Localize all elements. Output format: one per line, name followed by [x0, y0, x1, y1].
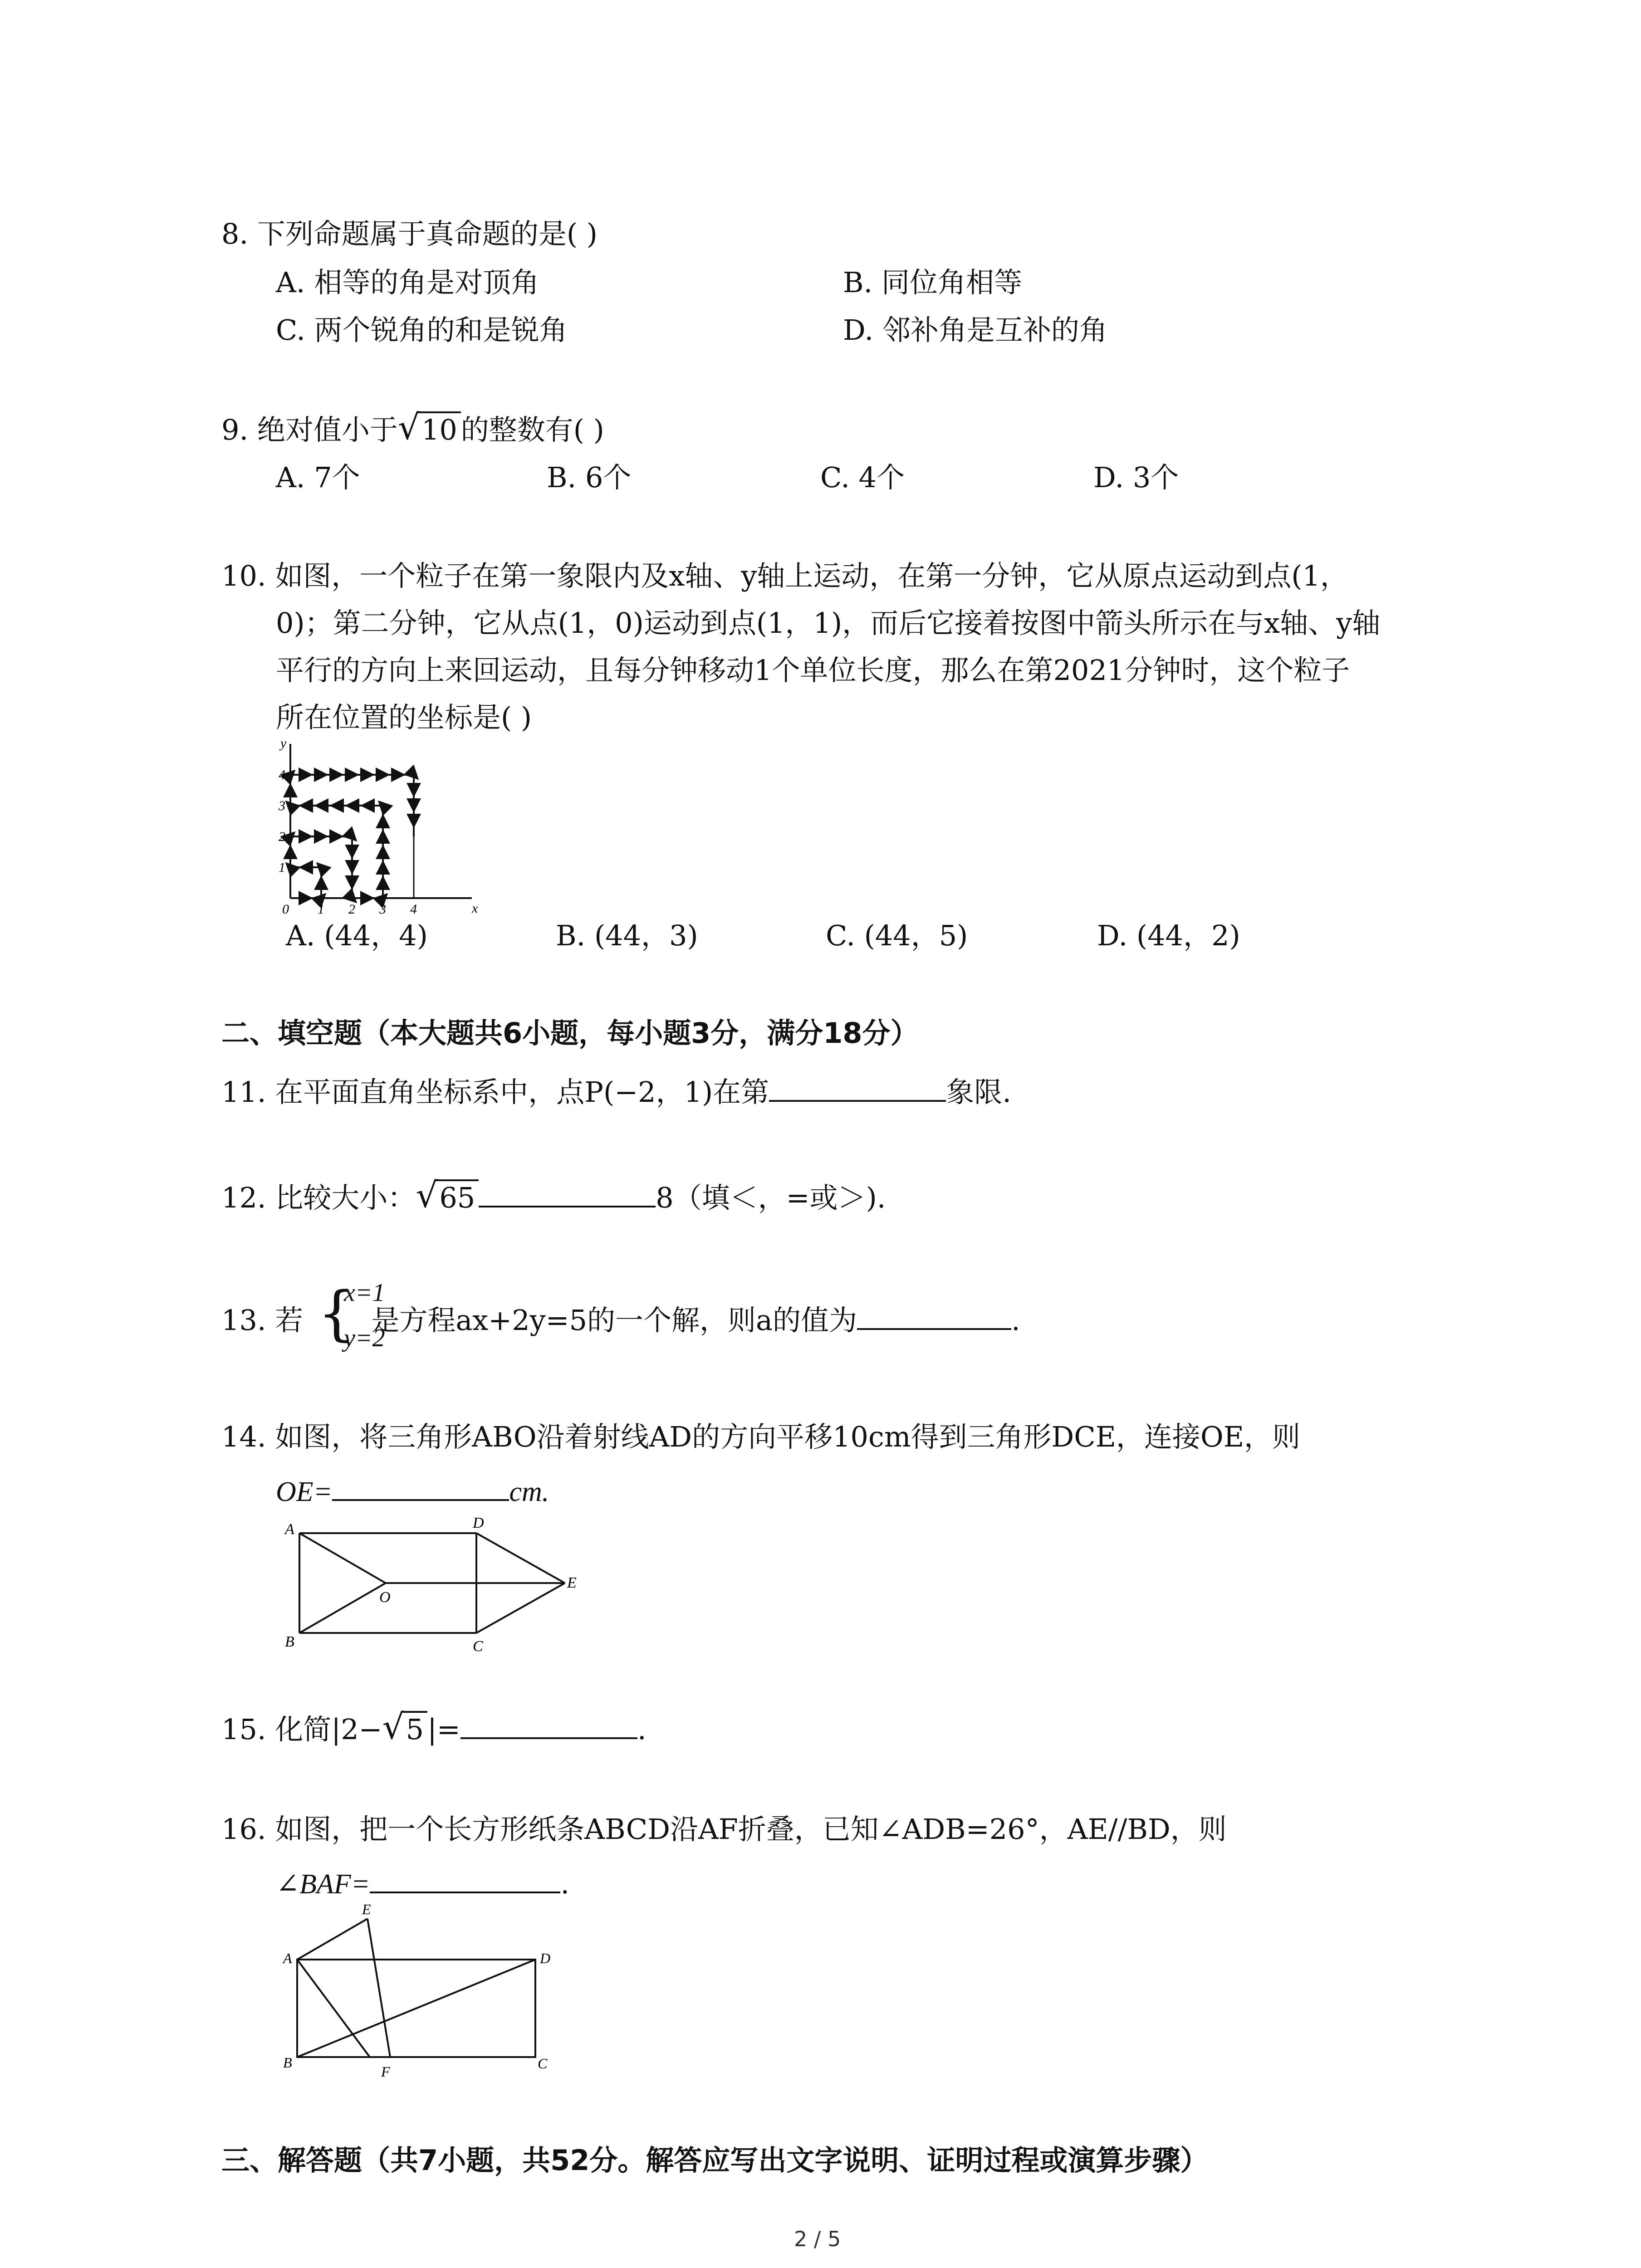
q10-line1: 10. 如图，一个粒子在第一象限内及x轴、y轴上运动，在第一分钟，它从原点运动到点(1，	[221, 559, 1348, 592]
q9-stem-pre: 9. 绝对值小于	[221, 413, 398, 446]
x-tick-3: 3	[379, 902, 386, 916]
q9-option-c: C. 4个	[820, 461, 905, 494]
particle-path	[290, 775, 414, 898]
point-c-label: C	[538, 2055, 548, 2072]
system-brace: {	[318, 1279, 355, 1348]
q8-option-c: C. 两个锐角的和是锐角	[276, 313, 568, 347]
q9-option-d: D. 3个	[1093, 461, 1179, 494]
section3-title: 三、解答题（共7小题，共52分。解答应写出文字说明、证明过程或演算步骤）	[221, 2144, 1209, 2177]
point-f-label: F	[381, 2063, 390, 2080]
q16-line1: 16. 如图，把一个长方形纸条ABCD沿AF折叠，已知∠ADB=26°，AE//BD，则	[221, 1813, 1227, 1846]
q12-pre: 12. 比较大小：	[221, 1181, 416, 1214]
q11-post: 象限.	[946, 1075, 1011, 1109]
point-o-label: O	[379, 1589, 391, 1606]
q15-pre: 15. 化简|2−	[221, 1713, 382, 1746]
q10-option-a: A. (44，4)	[286, 919, 428, 952]
point-c-label: C	[473, 1638, 483, 1655]
q8-stem: 8. 下列命题属于真命题的是( )	[221, 217, 598, 250]
point-e-label: E	[362, 1901, 371, 1917]
q8-option-b: B. 同位角相等	[843, 266, 1022, 299]
point-d-label: D	[540, 1950, 551, 1966]
q9-stem-post: 的整数有( )	[460, 413, 604, 446]
q10-option-b: B. (44，3)	[556, 919, 698, 952]
q14-pre2: OE=	[276, 1476, 333, 1507]
x-tick-2: 2	[348, 902, 355, 916]
q10-particle-path-figure	[272, 735, 485, 916]
q10-line2: 0)；第二分钟，它从点(1，0)运动到点(1，1)，而后它接着按图中箭头所示在与x轴、y轴	[276, 606, 1381, 640]
point-b-label: B	[285, 1633, 294, 1650]
q14-line1: 14. 如图，将三角形ABO沿着射线AD的方向平移10cm得到三角形DCE，连接OE，则	[221, 1420, 1301, 1453]
sqrt-symbol: √ 5	[382, 1712, 427, 1747]
q9-stem	[221, 407, 604, 447]
point-a-label: A	[283, 1950, 292, 1966]
q13-eq1: x=1	[344, 1279, 385, 1307]
point-e-label: E	[567, 1574, 577, 1591]
q16-fold-figure	[272, 1896, 581, 2087]
q16-pre2: ∠BAF=	[276, 1869, 370, 1900]
q13-eq2: y=2	[344, 1324, 385, 1352]
q14-answer-blank[interactable]	[332, 1472, 509, 1501]
q15-answer-blank[interactable]	[460, 1710, 637, 1739]
q11-answer-blank[interactable]	[769, 1073, 946, 1102]
q10-line4: 所在位置的坐标是( )	[276, 701, 532, 734]
q14-translation-figure	[272, 1515, 599, 1660]
page-number: 2 / 5	[794, 2227, 841, 2251]
y-tick-1: 1	[279, 860, 285, 875]
q13-post: .	[1011, 1304, 1020, 1337]
q9-radicand: 10	[418, 411, 461, 446]
point-b-label: B	[283, 2054, 292, 2071]
y-axis-label: y	[280, 736, 287, 751]
q13-answer-blank[interactable]	[857, 1301, 1011, 1330]
x-tick-4: 4	[410, 902, 417, 916]
q13-pre: 13. 若	[221, 1304, 304, 1337]
sqrt-symbol: √ 65	[416, 1181, 479, 1215]
q15	[221, 1706, 647, 1747]
q15-mid: |=	[427, 1713, 460, 1746]
x-axis-label: x	[472, 901, 478, 916]
q14-post2: cm.	[509, 1476, 549, 1507]
q13-mid: 是方程ax+2y=5的一个解，则a的值为	[371, 1304, 857, 1337]
q9-option-b: B. 6个	[547, 461, 632, 494]
y-tick-3: 3	[279, 798, 285, 813]
q12-answer-blank[interactable]	[479, 1178, 656, 1207]
q11-pre: 11. 在平面直角坐标系中，点P(−2，1)在第	[221, 1075, 769, 1109]
q14-line2	[276, 1472, 549, 1509]
q12	[221, 1175, 886, 1215]
origin-label: 0	[282, 902, 289, 916]
q16-answer-blank[interactable]	[370, 1864, 560, 1893]
q11	[221, 1073, 1011, 1110]
q12-radicand: 65	[436, 1179, 479, 1214]
q8-option-a: A. 相等的角是对顶角	[276, 266, 539, 299]
q10-line3: 平行的方向上来回运动，且每分钟移动1个单位长度，那么在第2021分钟时，这个粒子	[276, 654, 1350, 687]
y-tick-2: 2	[279, 829, 285, 844]
q12-post: 8（填＜，=或＞).	[656, 1181, 886, 1214]
q15-post: .	[637, 1713, 647, 1746]
point-a-label: A	[285, 1521, 294, 1538]
point-d-label: D	[473, 1515, 484, 1531]
q9-option-a: A. 7个	[276, 461, 360, 494]
q15-radicand: 5	[402, 1711, 427, 1746]
q10-option-d: D. (44，2)	[1097, 919, 1240, 952]
q10-option-c: C. (44，5)	[826, 919, 968, 952]
sqrt-symbol: √ 10	[398, 413, 461, 447]
y-tick-4: 4	[279, 767, 285, 782]
x-tick-1: 1	[318, 902, 324, 916]
q16-post2: .	[560, 1867, 570, 1900]
q8-option-d: D. 邻补角是互补的角	[843, 313, 1107, 347]
section2-title: 二、填空题（本大题共6小题，每小题3分，满分18分）	[221, 1017, 919, 1050]
